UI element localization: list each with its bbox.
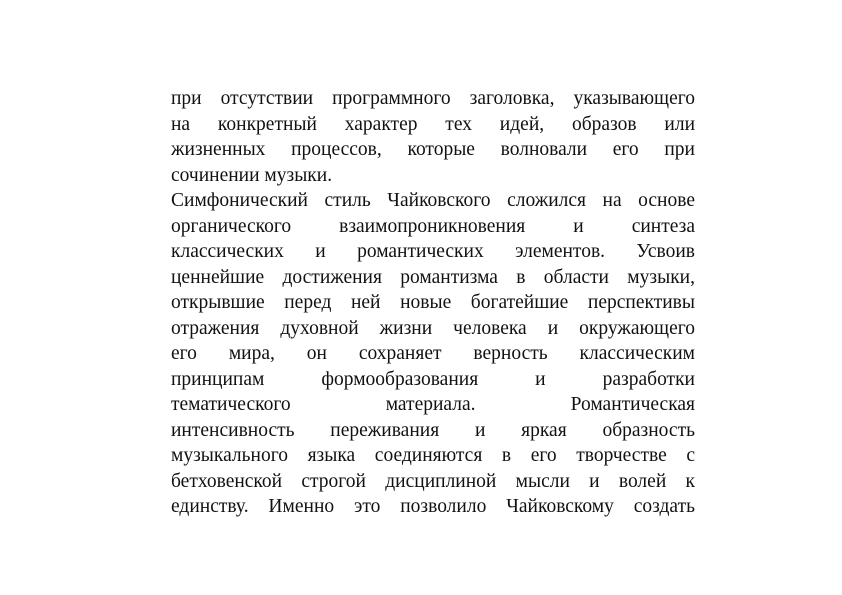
text-line: Симфонический стиль Чайковского сложился на основе	[171, 190, 695, 211]
text-line: тематического материала. Романтическая	[171, 394, 695, 415]
text-line: сочинении музыки.	[171, 164, 333, 186]
text-line: бетховенской строгой дисциплиной мысли и волей к	[171, 470, 695, 492]
text-line: принципам формообразования и разработки	[171, 368, 695, 390]
text-line: при отсутствии программного заголовка, указывающего	[171, 88, 695, 109]
text-line: ценнейшие достижения романтизма в области музыки,	[171, 266, 695, 288]
text-line: органического взаимопроникновения и синтеза	[171, 215, 695, 237]
text-line: интенсивность переживания и яркая образность	[171, 419, 695, 441]
text-line: жизненных процессов, которые волновали его при	[171, 139, 695, 160]
text-line: отражения духовной жизни человека и окружающего	[171, 317, 695, 339]
text-line: открывшие перед ней новые богатейшие перспективы	[171, 292, 695, 313]
text-line: классических и романтических элементов. Усвоив	[171, 241, 695, 262]
text-line: музыкального языка соединяются в его творчестве с	[171, 445, 695, 466]
text-line: единству. Именно это позволило Чайковскому создать	[171, 496, 695, 517]
body-text	[171, 86, 695, 520]
text-line: на конкретный характер тех идей, образов или	[171, 113, 695, 135]
text-line: его мира, он сохраняет верность классическим	[171, 343, 695, 364]
